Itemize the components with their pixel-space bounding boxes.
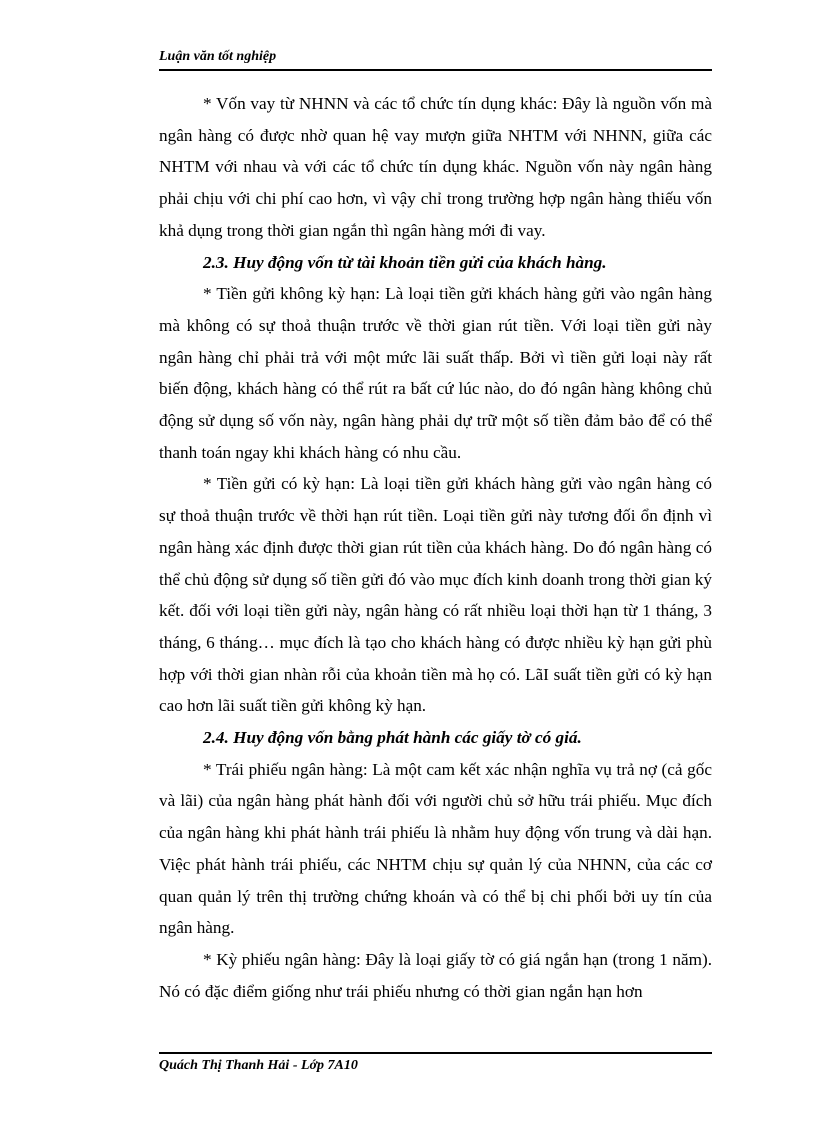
footer-author: Quách Thị Thanh Hải - Lớp 7A10: [159, 1058, 358, 1073]
paragraph-bank-bonds: * Trái phiếu ngân hàng: Là một cam kết xác nhận nghĩa vụ trả nợ (cả gốc và lãi) của ngân hàng phát hành đối với người chủ sở hữu trái phiếu. Mục đích của ngân hàng khi phát hành trái phiếu là nhằm huy động vốn trung và dài hạn. Việc phát hành trái phiếu, các NHTM chịu sự quản lý của NHNN, của các cơ quan quản lý trên thị trường chứng khoán và có thể bị chi phối bởi uy tín của ngân hàng.: [159, 759, 712, 938]
page-content: [159, 88, 712, 1007]
paragraph-promissory-notes: * Kỳ phiếu ngân hàng: Đây là loại giấy tờ có giá ngắn hạn (trong 1 năm). Nó có đặc điểm giống như trái phiếu nhưng có thời gian ngắn hạn hơn: [159, 949, 712, 1001]
section-heading-2-3: 2.3. Huy động vốn từ tài khoản tiền gửi của khách hàng.: [203, 252, 607, 272]
page-header: [159, 47, 712, 71]
section-heading-2-4: 2.4. Huy động vốn bằng phát hành các giấy tờ có giá.: [203, 728, 582, 748]
page-footer: [159, 1052, 712, 1073]
paragraph-demand-deposits: * Tiền gửi không kỳ hạn: Là loại tiền gửi khách hàng gửi vào ngân hàng mà không có sự thoả thuận trước về thời gian rút tiền. Với loại tiền gửi này ngân hàng chỉ phải trả với một mức lãi suất thấp. Bởi vì tiền gửi loại này rất biến động, khách hàng có thể rút ra bất cứ lúc nào, do đó ngân hàng không chủ động sử dụng số vốn này, ngân hàng phải dự trữ một số tiền đảm bảo để có thể thanh toán ngay khi khách hàng có nhu cầu.: [159, 284, 712, 462]
header-title: Luận văn tốt nghiệp: [159, 49, 277, 64]
paragraph-term-deposits: * Tiền gửi có kỳ hạn: Là loại tiền gửi khách hàng gửi vào ngân hàng có sự thoả thuận trước về thời hạn rút tiền. Loại tiền gửi này tương đối ổn định vì ngân hàng xác định được thời gian rút tiền của khách hàng. Do đó ngân hàng có thể chủ động sử dụng số tiền gửi đó vào mục đích kinh doanh trong thời gian ký kết. đối với loại tiền gửi này, ngân hàng có rất nhiều loại thời hạn từ 1 tháng, 3 tháng, 6 tháng… mục đích là tạo cho khách hàng có được nhiều kỳ hạn gửi phù hợp với thời gian nhàn rỗi của khoản tiền mà họ có. LãI suất tiền gửi có kỳ hạn cao hơn lãi suất tiền gửi không kỳ hạn.: [159, 474, 712, 716]
paragraph-nhnn-loans: * Vốn vay từ NHNN và các tổ chức tín dụng khác: Đây là nguồn vốn mà ngân hàng có được nhờ quan hệ vay mượn giữa NHTM với NHNN, giữa các NHTM với nhau và với các tổ chức tín dụng khác. Nguồn vốn này ngân hàng phải chịu với chi phí cao hơn, vì vậy chỉ trong trường hợp ngân hàng thiếu vốn khả dụng trong thời gian ngắn thì ngân hàng mới đi vay.: [159, 94, 712, 240]
